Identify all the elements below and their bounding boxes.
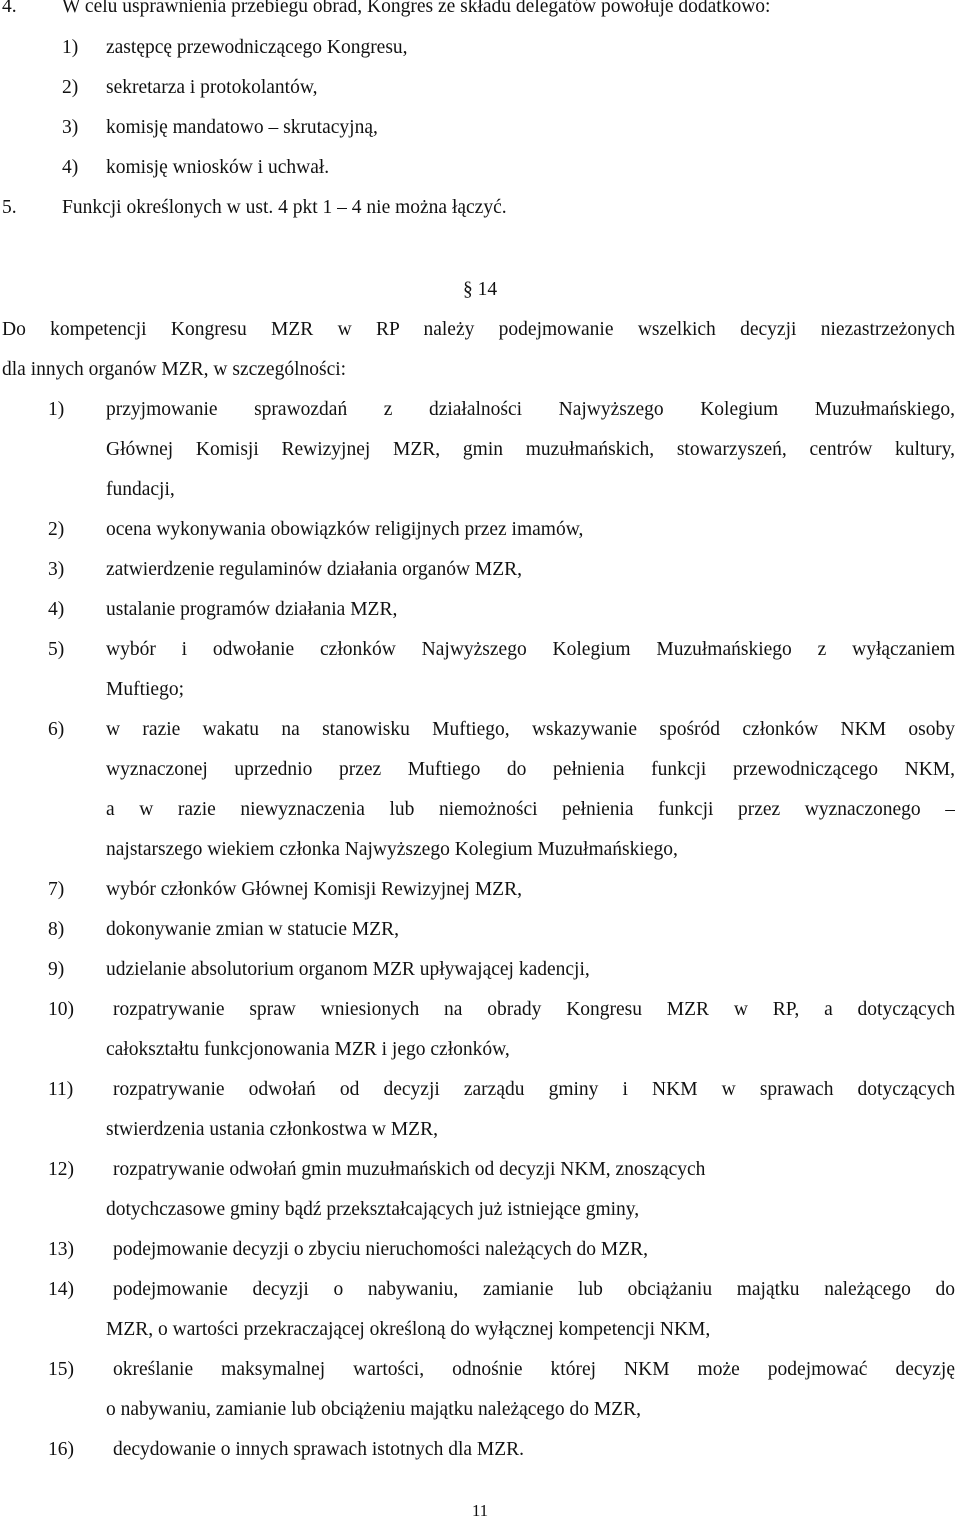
list-item-continuation	[0, 835, 960, 865]
paragraph-text: Funkcji określonych w ust. 4 pkt 1 – 4 nie można łączyć.	[62, 197, 507, 218]
list-item-number: 11)	[48, 1079, 74, 1100]
list-item-number: 7)	[48, 879, 65, 900]
list-item	[0, 153, 960, 183]
list-item-text: dotychczasowe gminy bądź przekształcających już istniejące gminy,	[106, 1199, 640, 1220]
list-item	[0, 715, 960, 745]
list-item	[0, 395, 960, 425]
paragraph-number: 5.	[2, 197, 17, 218]
list-item	[0, 33, 960, 63]
list-item-text: MZR, o wartości przekraczającej określoną do wyłącznej kompetencji NKM,	[106, 1319, 711, 1340]
list-item-text: komisję wniosków i uchwał.	[106, 157, 330, 178]
list-item-number: 8)	[48, 919, 65, 940]
section-intro-continued	[0, 355, 960, 385]
list-item	[0, 113, 960, 143]
list-item-text: całokształtu funkcjonowania MZR i jego członków,	[106, 1039, 510, 1060]
list-item	[0, 1355, 960, 1385]
intro-line-2: dla innych organów MZR, w szczególności:	[2, 359, 347, 380]
list-item-number: 1)	[48, 399, 65, 420]
list-item	[0, 915, 960, 945]
list-item-number: 16)	[48, 1439, 74, 1460]
list-item	[0, 1075, 960, 1105]
list-item-text: rozpatrywanie spraw wniesionych na obrady Kongresu MZR w RP, a dotyczących	[113, 999, 955, 1020]
list-item-text: o nabywaniu, zamianie lub obciążeniu majątku należącego do MZR,	[106, 1399, 641, 1420]
list-item-number: 10)	[48, 999, 74, 1020]
list-item	[0, 955, 960, 985]
list-item-text: podejmowanie decyzji o nabywaniu, zamianie lub obciążaniu majątku należącego do	[113, 1279, 955, 1300]
list-item-number: 5)	[48, 639, 65, 660]
list-item-number: 12)	[48, 1159, 74, 1180]
list-item-text: udzielanie absolutorium organom MZR upływającej kadencji,	[106, 959, 590, 980]
list-item-number: 9)	[48, 959, 65, 980]
paragraph-5	[0, 193, 960, 223]
list-item	[0, 1435, 960, 1465]
list-item-text: decydowanie o innych sprawach istotnych dla MZR.	[113, 1439, 525, 1460]
list-item-continuation	[0, 755, 960, 785]
paragraph-number: 4.	[2, 0, 17, 17]
list-item-text: w razie wakatu na stanowisku Muftiego, wskazywanie spośród członków NKM osoby	[106, 719, 955, 740]
list-item-text: wybór i odwołanie członków Najwyższego Kolegium Muzułmańskiego z wyłączaniem	[106, 639, 955, 660]
list-item-continuation	[0, 435, 960, 465]
list-item-text: stwierdzenia ustania członkostwa w MZR,	[106, 1119, 438, 1140]
list-item-text: najstarszego wiekiem członka Najwyższego Kolegium Muzułmańskiego,	[106, 839, 678, 860]
list-item-continuation	[0, 675, 960, 705]
list-item-continuation	[0, 1195, 960, 1225]
list-item-text: zatwierdzenie regulaminów działania organów MZR,	[106, 559, 523, 580]
list-item-number: 3)	[48, 559, 65, 580]
list-item-text: komisję mandatowo – skrutacyjną,	[106, 117, 378, 138]
list-item-text: rozpatrywanie odwołań od decyzji zarządu gminy i NKM w sprawach dotyczących	[113, 1079, 955, 1100]
list-item-number: 15)	[48, 1359, 74, 1380]
list-item	[0, 595, 960, 625]
list-item-text: podejmowanie decyzji o zbyciu nieruchomości należących do MZR,	[113, 1239, 648, 1260]
page-number: 11	[471, 1501, 489, 1520]
list-item	[0, 555, 960, 585]
list-item	[0, 875, 960, 905]
list-item-continuation	[0, 1115, 960, 1145]
list-item-text: Muftiego;	[106, 679, 184, 700]
list-item-number: 3)	[62, 117, 79, 138]
intro-line-1: Do kompetencji Kongresu MZR w RP należy podejmowanie wszelkich decyzji niezastrzeżonych	[2, 319, 955, 340]
list-item	[0, 1235, 960, 1265]
list-item-text: a w razie niewyznaczenia lub niemożności pełnienia funkcji przez wyznaczonego –	[106, 799, 955, 820]
list-item-number: 2)	[62, 77, 79, 98]
list-item-text: sekretarza i protokolantów,	[106, 77, 318, 98]
list-item-number: 4)	[62, 157, 79, 178]
list-item-number: 4)	[48, 599, 65, 620]
list-item-continuation	[0, 1315, 960, 1345]
list-item-number: 6)	[48, 719, 65, 740]
list-item	[0, 73, 960, 103]
list-item-text: rozpatrywanie odwołań gmin muzułmańskich od decyzji NKM, znoszących	[113, 1159, 706, 1180]
list-item-text: ocena wykonywania obowiązków religijnych przez imamów,	[106, 519, 584, 540]
list-item-text: zastępcę przewodniczącego Kongresu,	[106, 37, 408, 58]
list-item-text: przyjmowanie sprawozdań z działalności Najwyższego Kolegium Muzułmańskiego,	[106, 399, 955, 420]
list-item-continuation	[0, 1395, 960, 1425]
list-item-number: 14)	[48, 1279, 74, 1300]
list-item-continuation	[0, 1035, 960, 1065]
paragraph-text: W celu usprawnienia przebiegu obrad, Kongres ze składu delegatów powołuje dodatkowo:	[62, 0, 771, 17]
list-item-number: 13)	[48, 1239, 74, 1260]
list-item-continuation	[0, 795, 960, 825]
list-item	[0, 515, 960, 545]
list-item-text: określanie maksymalnej wartości, odnośnie której NKM może podejmować decyzję	[113, 1359, 955, 1380]
list-item-text: Głównej Komisji Rewizyjnej MZR, gmin muzułmańskich, stowarzyszeń, centrów kultury,	[106, 439, 955, 460]
list-item-number: 1)	[62, 37, 79, 58]
list-item-text: wyznaczonej uprzednio przez Muftiego do pełnienia funkcji przewodniczącego NKM,	[106, 759, 955, 780]
list-item	[0, 635, 960, 665]
list-item	[0, 1155, 960, 1185]
list-item-text: fundacji,	[106, 479, 175, 500]
paragraph-4	[0, 0, 960, 22]
list-item-number: 2)	[48, 519, 65, 540]
list-item-text: dokonywanie zmian w statucie MZR,	[106, 919, 399, 940]
list-item	[0, 995, 960, 1025]
list-item-continuation	[0, 475, 960, 505]
section-intro	[0, 315, 960, 345]
section-heading: § 14	[462, 279, 498, 300]
list-item	[0, 1275, 960, 1305]
list-item-text: ustalanie programów działania MZR,	[106, 599, 398, 620]
list-item-text: wybór członków Głównej Komisji Rewizyjnej MZR,	[106, 879, 522, 900]
